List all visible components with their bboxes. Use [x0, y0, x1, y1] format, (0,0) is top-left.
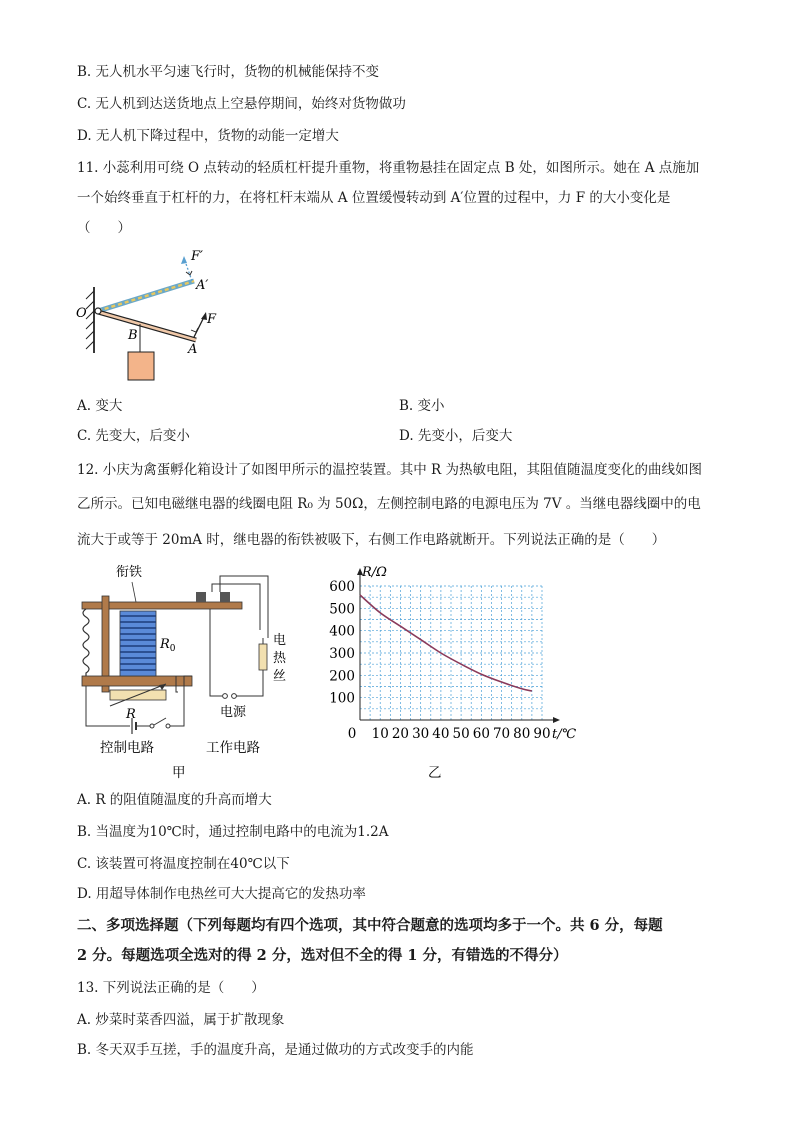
x-axis-arrow — [553, 717, 560, 723]
q13-option-a: A. 炒菜时菜香四溢，属于扩散现象 — [77, 1012, 285, 1028]
heater-label-1: 电 — [273, 633, 287, 648]
q11-stem-line1: 11. 小蕊利用可绕 O 点转动的轻质杠杆提升重物，将重物悬挂在固定点 B 处，如图所示。她在 A 点施加 — [77, 160, 700, 176]
chart-ticks — [329, 579, 550, 742]
q11-option-a: A. 变大 — [77, 398, 123, 414]
x-tick-label: 60 — [472, 726, 490, 742]
chart-xlabel: t/℃ — [552, 727, 577, 742]
q12-option-a: A. R 的阻值随温度的升高而增大 — [77, 792, 272, 808]
label-o: O — [76, 306, 87, 321]
q12-stem-line1: 12. 小庆为禽蛋孵化箱设计了如图甲所示的温控装置。其中 R 为热敏电阻，其阻值随温度变化的曲线如图 — [77, 462, 703, 478]
work-circuit-label: 工作电路 — [206, 740, 260, 756]
q13-option-b: B. 冬天双手互搓，手的温度升高，是通过做功的方式改变手的内能 — [77, 1042, 474, 1058]
x-tick-label: 10 — [371, 726, 389, 742]
label-b: B — [128, 328, 138, 343]
armature-label: 衔铁 — [116, 565, 143, 580]
y-tick-label: 300 — [329, 646, 355, 662]
chart-series — [360, 595, 532, 691]
heater-label-3: 丝 — [273, 669, 287, 684]
q13-stem: 13. 下列说法正确的是（ ） — [77, 980, 265, 996]
r0-label: $R_0$ — [160, 637, 176, 654]
y-tick-label: 200 — [329, 668, 355, 685]
resistance-temperature-chart — [318, 560, 598, 782]
chart-axes — [357, 568, 560, 723]
series-line — [360, 595, 532, 691]
q12-stem-line2: 乙所示。已知电磁继电器的线圈电阻 R₀ 为 50Ω，左侧控制电路的电源电压为 7V 。当继电器线圈中的电 — [77, 496, 701, 512]
q11-stem-line2: 一个始终垂直于杠杆的力，在将杠杆末端从 A 位置缓慢转动到 A′位置的过程中，力 F 的大小变化是 — [77, 190, 671, 206]
q12-option-d: D. 用超导体制作电热丝可大大提高它的发热功率 — [77, 886, 366, 902]
x-tick-label: 20 — [391, 726, 410, 742]
figure-caption-jia: 甲 — [172, 765, 186, 781]
q12-option-c: C. 该装置可将温度控制在40℃以下 — [77, 856, 290, 872]
q10-option-b: B. 无人机水平匀速飞行时，货物的机械能保持不变 — [77, 64, 380, 80]
y-tick-label: 500 — [329, 601, 355, 618]
q12-stem-line3: 流大于或等于 20mA 时，继电器的衔铁被吸下，右侧工作电路就断开。下列说法正确的是（ ） — [77, 532, 666, 548]
y-tick-label: 600 — [329, 579, 355, 595]
y-tick-label: 400 — [329, 623, 355, 640]
q11-option-b: B. 变小 — [399, 398, 445, 414]
r-label: R — [126, 707, 136, 722]
section2-heading-line2: 2 分。每题选项全选对的得 2 分，选对但不全的得 1 分，有错选的不得分） — [77, 947, 568, 964]
y-tick-label: 100 — [329, 690, 355, 707]
x-tick-label: 30 — [412, 726, 430, 742]
q10-option-c: C. 无人机到达送货地点上空悬停期间，始终对货物做功 — [77, 96, 406, 112]
label-a-prime: A′ — [196, 278, 209, 293]
label-f-prime: F′ — [191, 249, 203, 264]
power-label: 电源 — [220, 705, 247, 720]
x-tick-label: 70 — [492, 726, 511, 742]
label-a: A — [188, 342, 198, 357]
q11-lever-figure — [72, 245, 232, 385]
x-tick-label: 50 — [452, 726, 470, 742]
x-tick-label: 90 — [533, 726, 551, 742]
figure-caption-yi: 乙 — [428, 765, 442, 781]
q10-option-d: D. 无人机下降过程中，货物的动能一定增大 — [77, 128, 339, 144]
q11-option-c: C. 先变大，后变小 — [77, 428, 190, 444]
control-circuit-label: 控制电路 — [100, 740, 154, 756]
x-tick-label: 80 — [513, 726, 531, 742]
chart-ylabel: R/Ω — [362, 565, 387, 580]
chart-grid — [360, 586, 542, 720]
section2-heading-line1: 二、多项选择题（下列每题均有四个选项，其中符合题意的选项均多于一个。共 6 分，每题 — [77, 917, 663, 934]
x-tick-label: 40 — [432, 726, 450, 742]
q11-option-d: D. 先变小，后变大 — [399, 428, 513, 444]
q11-answer-blank: （ ） — [77, 220, 131, 236]
circuit-figure — [70, 556, 290, 781]
q12-option-b: B. 当温度为10℃时，通过控制电路中的电流为1.2A — [77, 824, 389, 840]
heater-label-2: 热 — [273, 651, 287, 666]
x-tick-label: 0 — [347, 726, 357, 742]
label-f: F — [207, 312, 217, 327]
